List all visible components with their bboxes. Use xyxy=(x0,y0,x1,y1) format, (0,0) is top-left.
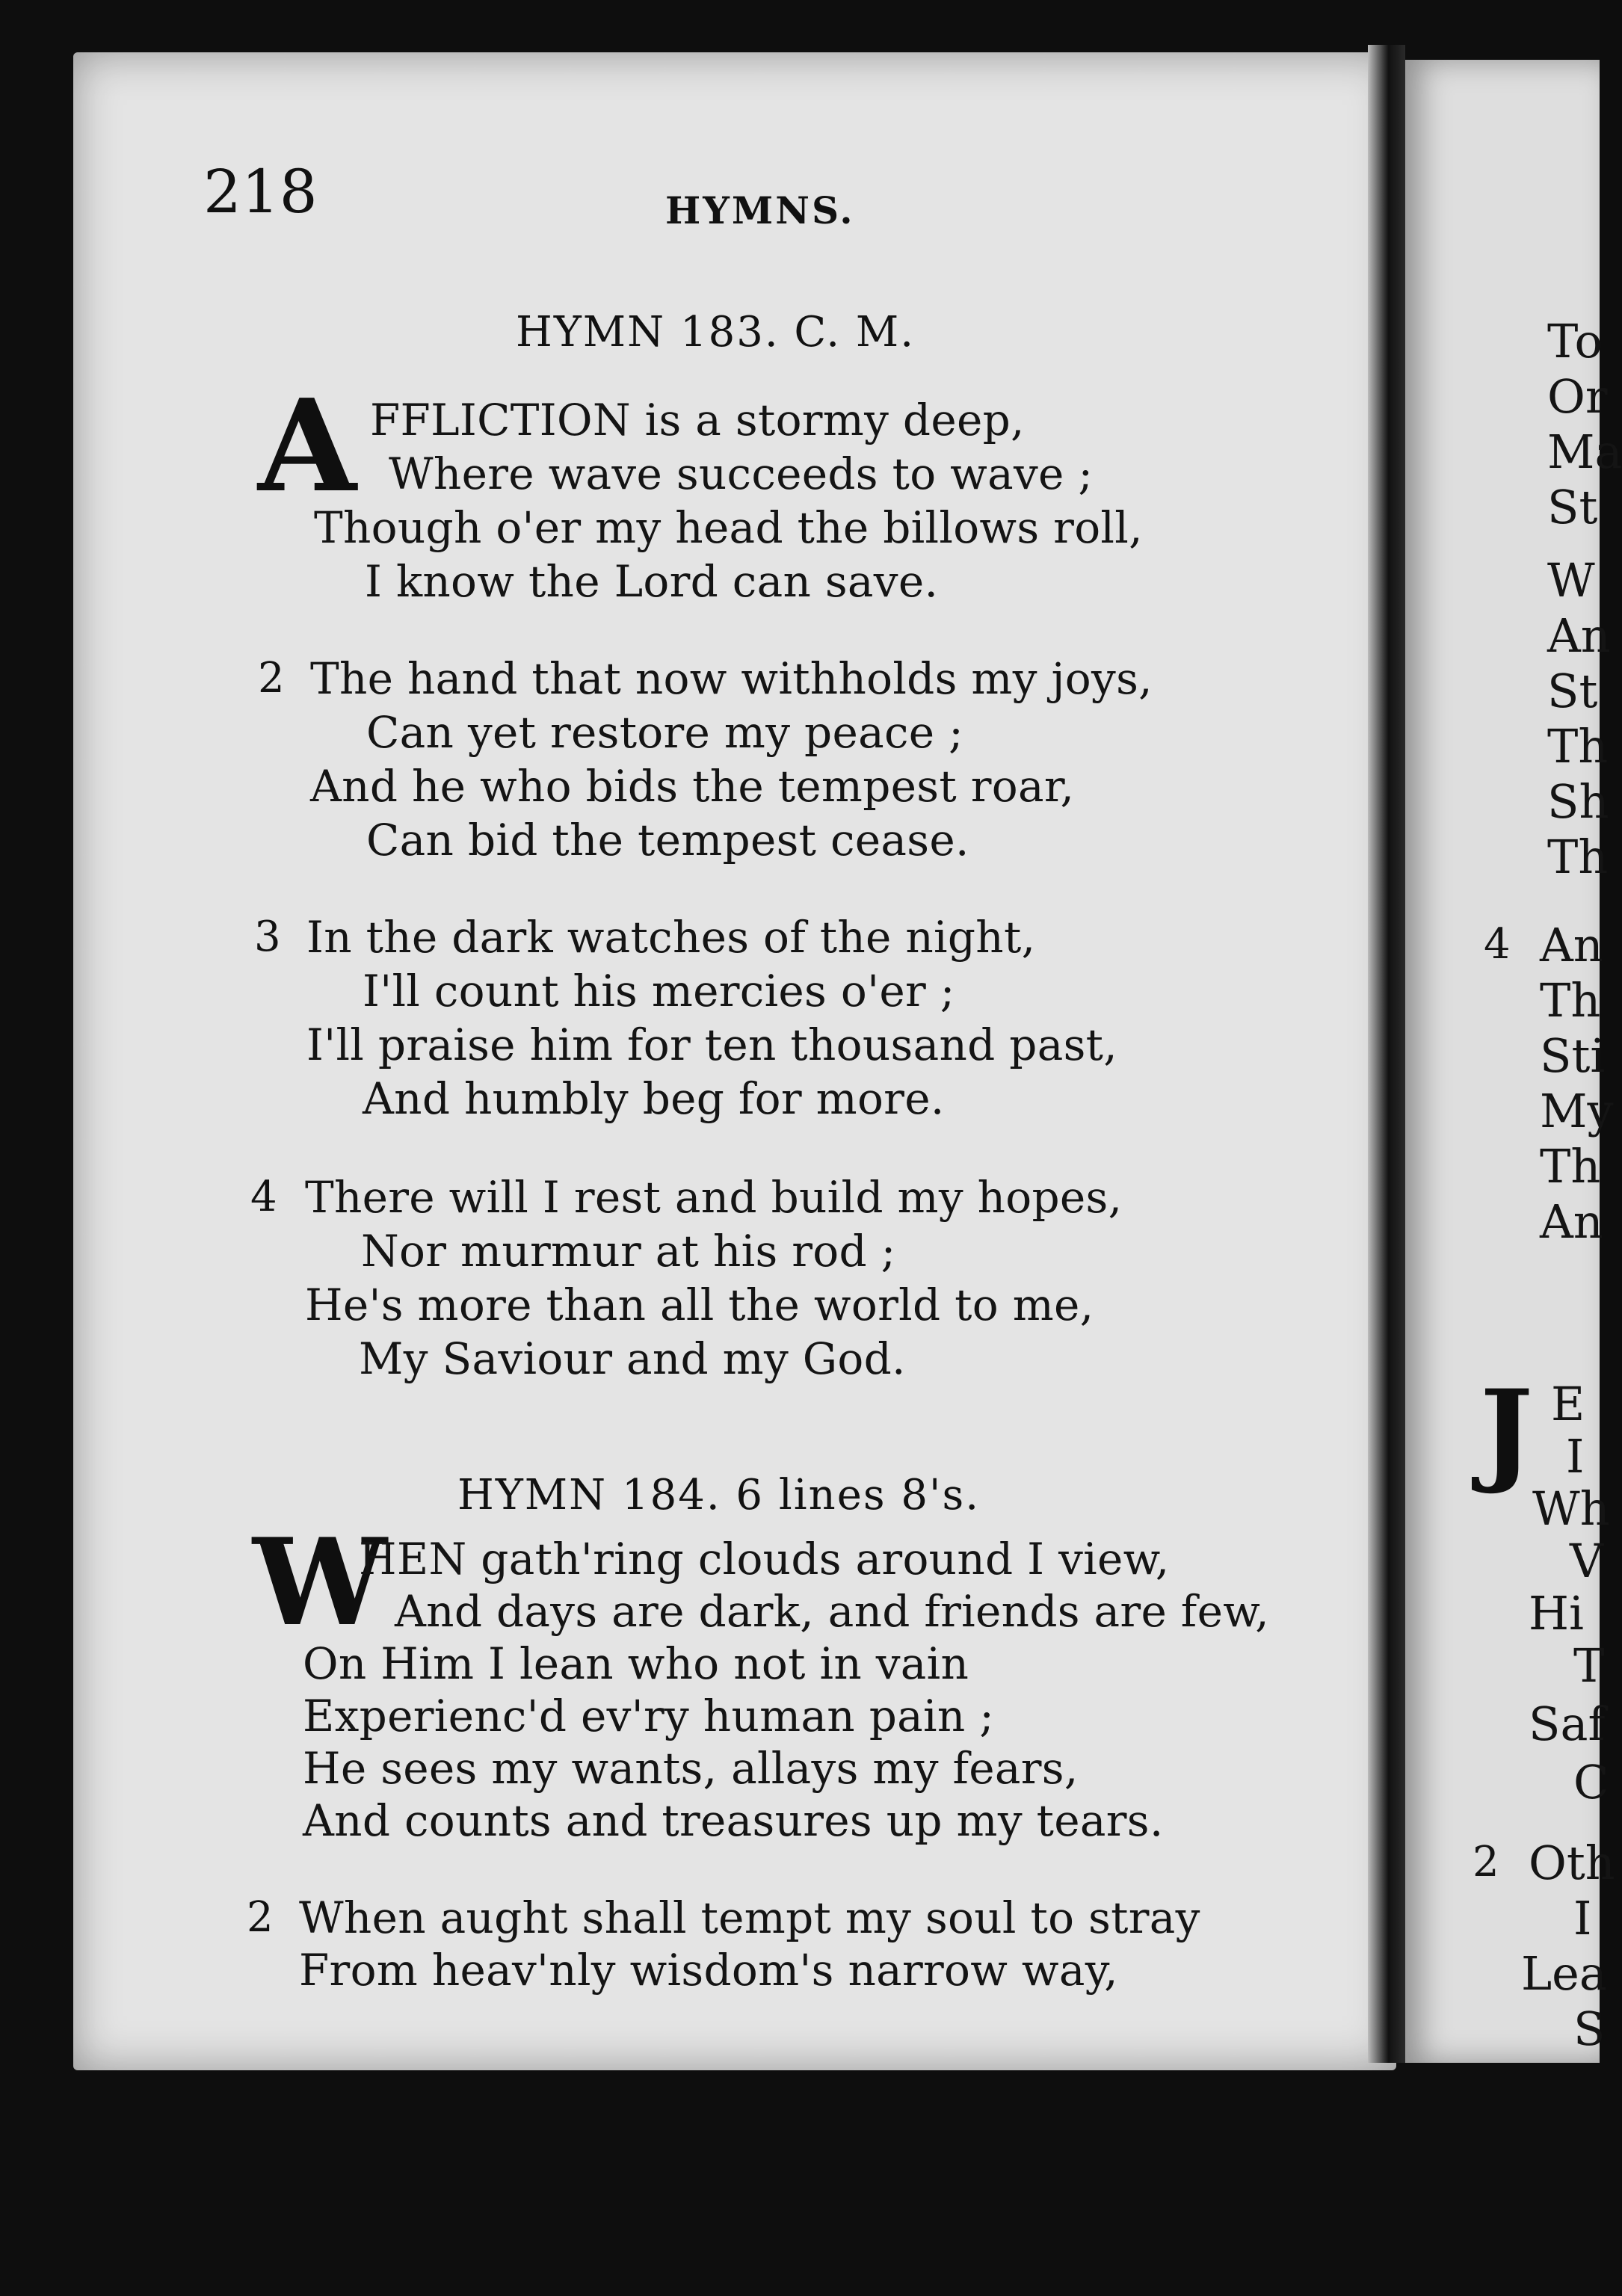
hymn-183-s4-line-3: He's more than all the world to me, xyxy=(305,1280,1094,1330)
hymn-184-verse-2-number: 2 xyxy=(247,1893,274,1942)
facing-line: W xyxy=(1547,553,1595,608)
hymn-184-s1-line-4: Experienc'd ev'ry human pain ; xyxy=(303,1691,995,1741)
hymn-183-s1-line-2: Where wave succeeds to wave ; xyxy=(389,448,1094,499)
facing-line: Th xyxy=(1540,973,1601,1028)
facing-line: I xyxy=(1566,1429,1585,1484)
facing-line: An xyxy=(1540,1194,1603,1249)
facing-line: An xyxy=(1540,918,1603,972)
facing-line: I xyxy=(1573,1891,1592,1945)
facing-line: Ma xyxy=(1547,425,1622,479)
hymn-183-s1-line-3: Though o'er my head the billows roll, xyxy=(314,502,1143,553)
hymn-184-s1-line-3: On Him I lean who not in vain xyxy=(303,1638,969,1689)
hymn-183-verse-4-number: 4 xyxy=(250,1173,277,1221)
facing-line: Wh xyxy=(1532,1481,1610,1536)
facing-line: To xyxy=(1547,314,1603,368)
hymn-183-s4-line-1: There will I rest and build my hopes, xyxy=(305,1172,1123,1223)
hymn-183-s1-line-1: FFLICTION is a stormy deep, xyxy=(370,395,1025,445)
hymn-183-s3-line-4: And humbly beg for more. xyxy=(363,1073,945,1124)
facing-line: Lea xyxy=(1521,1946,1607,2001)
drop-cap-a: A xyxy=(258,371,357,521)
facing-line: Hi xyxy=(1529,1586,1584,1641)
hymn-183-verse-2-number: 2 xyxy=(258,654,285,703)
hymn-183-verse-3-number: 3 xyxy=(254,913,281,961)
facing-verse-number: 2 xyxy=(1473,1838,1499,1886)
hymn-184-s1-line-2: And days are dark, and friends are few, xyxy=(395,1586,1270,1637)
hymn-184-s1-line-5: He sees my wants, allays my fears, xyxy=(303,1743,1079,1794)
hymn-184-s1-line-6: And counts and treasures up my tears. xyxy=(303,1795,1164,1846)
hymn-183-s3-line-1: In the dark watches of the night, xyxy=(306,912,1036,963)
facing-line: V xyxy=(1570,1534,1603,1588)
facing-line: Or xyxy=(1547,369,1608,424)
facing-line: Sh xyxy=(1547,774,1609,829)
facing-line: Th xyxy=(1547,830,1609,884)
hymn-183-s4-line-2: Nor murmur at his rod ; xyxy=(361,1226,896,1277)
facing-line: Saf xyxy=(1529,1697,1606,1751)
facing-line: An xyxy=(1547,608,1611,663)
hymn-183-s4-line-4: My Saviour and my God. xyxy=(359,1333,906,1384)
facing-line: E xyxy=(1551,1377,1585,1431)
facing-line: My xyxy=(1540,1084,1614,1138)
facing-line: Th xyxy=(1547,719,1609,774)
facing-line: Th xyxy=(1540,1139,1601,1194)
facing-line: Sti xyxy=(1540,1028,1606,1083)
hymn-184-s1-line-1: HEN gath'ring clouds around I view, xyxy=(359,1534,1170,1584)
facing-verse-number: 4 xyxy=(1484,920,1511,969)
hymn-184-title: HYMN 184. 6 lines 8's. xyxy=(457,1471,980,1519)
running-head: HYMNS. xyxy=(665,188,855,232)
hymn-183-s1-line-4: I know the Lord can save. xyxy=(365,556,939,607)
hymn-183-s2-line-1: The hand that now withholds my joys, xyxy=(310,653,1153,704)
hymn-184-s2-line-1: When aught shall tempt my soul to stray xyxy=(299,1892,1200,1943)
page-number: 218 xyxy=(203,157,318,226)
hymn-183-s3-line-2: I'll count his mercies o'er ; xyxy=(363,966,955,1016)
facing-line: S xyxy=(1573,2002,1606,2056)
facing-line: C xyxy=(1573,1755,1609,1809)
facing-line: St xyxy=(1547,480,1598,534)
hymn-183-title: HYMN 183. C. M. xyxy=(516,308,916,357)
hymn-184-s2-line-2: From heav'nly wisdom's narrow way, xyxy=(299,1945,1118,1996)
facing-drop-cap-j: J xyxy=(1480,1365,1533,1497)
facing-line: T xyxy=(1573,1638,1605,1693)
hymn-183-s3-line-3: I'll praise him for ten thousand past, xyxy=(306,1019,1118,1070)
hymn-183-s2-line-4: Can bid the tempest cease. xyxy=(366,815,969,865)
hymn-183-s2-line-2: Can yet restore my peace ; xyxy=(366,707,963,758)
facing-line: St xyxy=(1547,664,1598,718)
facing-line: Oth xyxy=(1529,1836,1615,1890)
drop-cap-w: W xyxy=(253,1512,387,1652)
hymn-183-s2-line-3: And he who bids the tempest roar, xyxy=(310,761,1075,812)
book-gutter xyxy=(1368,45,1405,2063)
